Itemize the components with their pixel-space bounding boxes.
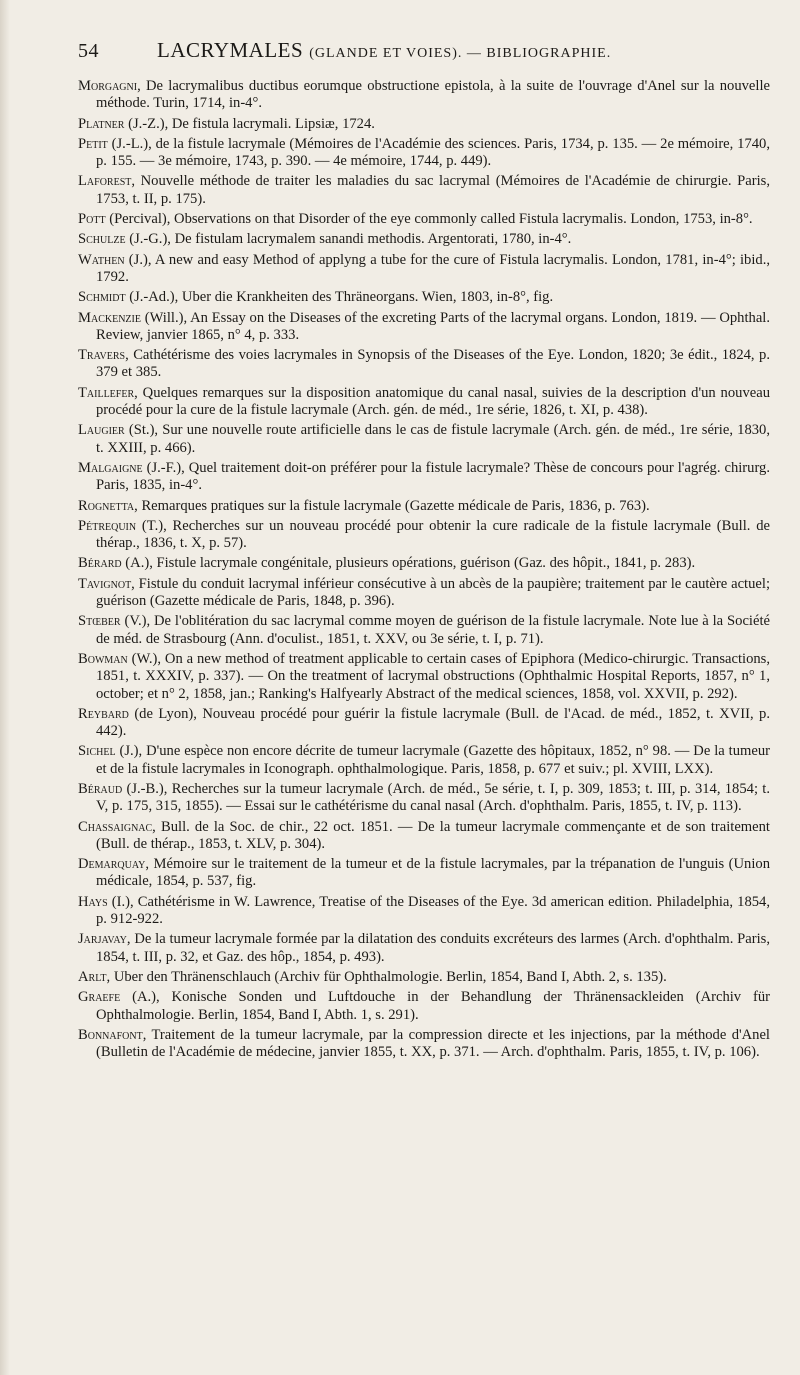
bibliography-entry	[78, 613, 770, 648]
bibliography-entry	[78, 743, 770, 778]
entry-text: (de Lyon), Nouveau procédé pour guérir la fistule lacrymale (Bull. de l'Acad. de méd., 1852, t. XVII, p. 442).	[96, 705, 770, 740]
entry-author: Bowman	[78, 650, 128, 667]
entry-author: Platner	[78, 115, 125, 132]
bibliography-entry	[78, 989, 770, 1024]
entry-text: (J.), A new and easy Method of applyng a tube for the cure of Fistula lacrymalis. London, 1781, in-4°; ibid., 1792.	[96, 251, 770, 285]
entry-text: Remarques pratiques sur la fistule lacrymale (Gazette médicale de Paris, 1836, p. 763).	[137, 497, 650, 514]
entry-author: Béraud	[78, 780, 123, 797]
bibliography-entry	[78, 116, 770, 133]
entry-text: Mémoire sur le traitement de la tumeur et de la fistule lacrymales, par la trépanation de l'unguis (Union médicale, 1854, p. 537, fig.	[96, 856, 770, 890]
entry-text: (J.-G.), De fistulam lacrymalem sanandi methodis. Argentorati, 1780, in-4°.	[125, 231, 572, 248]
entry-author: Sichel	[78, 743, 116, 760]
entry-author: Morgagni,	[78, 78, 141, 94]
page-edge-shadow	[0, 0, 10, 1375]
bibliography-entry	[78, 781, 770, 816]
bibliography-entry	[78, 498, 770, 515]
entry-text: Traitement de la tumeur lacrymale, par la compression directe et les injections, par la méthode d'Anel (Bulletin de l'Académie de médecine, janvier 1855, t. XX, p. 371. — Arch. d'ophthalm. Paris, 1855, t. IV, p. 106).	[96, 1026, 770, 1061]
entry-text: (I.), Cathétérisme in W. Lawrence, Treatise of the Diseases of the Eye. 3d american edition. Philadelphia, 1854, p. 912-922.	[96, 893, 770, 928]
entry-author: Demarquay,	[78, 856, 150, 873]
bibliography-entry	[78, 385, 770, 420]
entry-author: Reybard	[78, 705, 129, 722]
entry-author: Malgaigne	[78, 459, 143, 476]
bibliography-list	[78, 78, 770, 1061]
entry-text: (V.), De l'oblitération du sac lacrymal comme moyen de guérison de la fistule lacrymale. Note lue à la Société de méd. de Strasbourg (Ann. d'oculist., 1851, t. XXV, ou 3e série, t. I, p. 71).	[96, 613, 770, 647]
entry-text: Nouvelle méthode de traiter les maladies du sac lacrymal (Mémoires de l'Académie de chirurgie. Paris, 1753, t. II, p. 175).	[96, 173, 770, 207]
entry-author: Graefe	[78, 989, 121, 1006]
bibliography-entry	[78, 706, 770, 741]
bibliography-entry	[78, 310, 770, 345]
entry-text: De lacrymalibus ductibus eorumque obstructione epistola, à la suite de l'ouvrage d'Anel sur la nouvelle méthode. Turin, 1714, in-4°.	[96, 78, 770, 112]
bibliography-entry	[78, 894, 770, 929]
entry-author: Laforest,	[78, 173, 136, 190]
entry-author: Pott	[78, 211, 106, 228]
entry-author: Mackenzie	[78, 309, 141, 326]
entry-text: (J.-B.), Recherches sur la tumeur lacrymale (Arch. de méd., 5e série, t. I, p. 309, 1853; t. III, p. 314, 1854; t. V, p. 175, 315, 1855). — Essai sur le cathétérisme du canal nasal (Arch. d'ophthalm. Paris, 1855, t. IV, p. 113).	[96, 780, 770, 815]
bibliography-entry	[78, 856, 770, 891]
entry-author: Laugier	[78, 422, 125, 439]
entry-text: (Percival), Observations on that Disorder of the eye commonly called Fistula lacrymalis. London, 1753, in-8°.	[105, 211, 753, 228]
entry-author: Jarjavay,	[78, 931, 131, 948]
entry-author: Arlt,	[78, 968, 111, 985]
bibliography-entry	[78, 931, 770, 966]
bibliography-entry	[78, 173, 770, 208]
bibliography-entry	[78, 252, 770, 287]
bibliography-entry	[78, 651, 770, 703]
entry-text: Uber den Thränenschlauch (Archiv für Ophthalmologie. Berlin, 1854, Band I, Abth. 2, s. 135).	[110, 968, 667, 985]
entry-author: Schulze	[78, 231, 126, 248]
entry-text: Quelques remarques sur la disposition anatomique du canal nasal, suivies de la description d'un nouveau procédé pour la cure de la fistule lacrymale (Arch. gén. de méd., 1re série, 1826, t. XI, p. 438).	[96, 384, 770, 419]
header-title: LACRYMALES	[157, 38, 304, 62]
bibliography-entry	[78, 969, 770, 986]
bibliography-entry	[78, 819, 770, 854]
bibliography-entry	[78, 136, 770, 171]
bibliography-entry	[78, 289, 770, 306]
entry-author: Rognetta,	[78, 497, 138, 514]
entry-text: De la tumeur lacrymale formée par la dilatation des conduits excréteurs des larmes (Arch. d'ophthalm. Paris, 1854, t. III, p. 32, et Gaz. des hôp., 1854, p. 493).	[96, 931, 770, 965]
bibliography-entry	[78, 460, 770, 495]
bibliography-entry	[78, 576, 770, 611]
running-header	[78, 38, 770, 74]
bibliography-entry	[78, 231, 770, 248]
entry-text: (J.), D'une espèce non encore décrite de tumeur lacrymale (Gazette des hôpitaux, 1852, n° 98. — De la tumeur et de la fistule lacrymales in Iconograph. ophthalmologique. Paris, 1858, p. 677 et suiv.; pl. XVIII, LXX).	[96, 743, 770, 777]
bibliography-entry	[78, 78, 770, 113]
entry-author: Taillefer,	[78, 384, 138, 401]
entry-author: Bérard	[78, 555, 122, 572]
entry-text: Bull. de la Soc. de chir., 22 oct. 1851. — De la tumeur lacrymale commençante et de son traitement (Bull. de thérap., 1853, t. XLV, p. 304).	[96, 818, 770, 852]
entry-text: (J.-Z.), De fistula lacrymali. Lipsiæ, 1724.	[124, 115, 375, 132]
header-subtitle: (GLANDE ET VOIES). — BIBLIOGRAPHIE.	[309, 46, 612, 61]
entry-author: Hays	[78, 893, 108, 910]
bibliography-entry	[78, 555, 770, 572]
entry-author: Bonnafont,	[78, 1026, 147, 1043]
entry-text: (J.-Ad.), Uber die Krankheiten des Thräneorgans. Wien, 1803, in-8°, fig.	[125, 289, 554, 306]
entry-text: (J.-L.), de la fistule lacrymale (Mémoires de l'Académie des sciences. Paris, 1734, p. 135. — 2e mémoire, 1740, p. 155. — 3e mémoire, 1743, p. 390. — 4e mémoire, 1744, p. 449).	[96, 135, 770, 170]
entry-author: Wathen	[78, 251, 125, 268]
entry-author: Schmidt	[78, 289, 126, 306]
bibliography-entry	[78, 1027, 770, 1062]
entry-text: (St.), Sur une nouvelle route artificielle dans le cas de fistule lacrymale (Arch. gén. de méd., 1re série, 1830, t. XXIII, p. 466).	[96, 422, 770, 456]
bibliography-entry	[78, 347, 770, 382]
entry-author: Stœber	[78, 613, 121, 630]
bibliography-entry	[78, 422, 770, 457]
page-number: 54	[78, 40, 99, 62]
entry-author: Chassaignac,	[78, 818, 156, 835]
bibliography-entry	[78, 211, 770, 228]
bibliography-entry	[78, 518, 770, 553]
entry-author: Tavignot,	[78, 575, 135, 592]
entry-author: Travers,	[78, 347, 129, 364]
entry-text: (Will.), An Essay on the Diseases of the excreting Parts of the lacrymal organs. London, 1819. — Ophthal. Review, janvier 1865, n° 4, p. 333.	[96, 309, 770, 343]
entry-text: (A.), Fistule lacrymale congénitale, plusieurs opérations, guérison (Gaz. des hôpit., 1841, p. 283).	[121, 555, 696, 572]
entry-text: Fistule du conduit lacrymal inférieur consécutive à un abcès de la paupière; traitement par le cautère actuel; guérison (Gazette médicale de Paris, 1848, p. 396).	[96, 575, 770, 610]
entry-author: Petit	[78, 135, 108, 152]
entry-text: Cathétérisme des voies lacrymales in Synopsis of the Diseases of the Eye. London, 1820; 3e édit., 1824, p. 379 et 385.	[96, 347, 770, 381]
entry-text: (J.-F.), Quel traitement doit-on préférer pour la fistule lacrymale? Thèse de concours pour l'agrég. chirurg. Paris, 1835, in-4°.	[96, 459, 770, 494]
entry-text: (T.), Recherches sur un nouveau procédé pour obtenir la cure radicale de la fistule lacrymale (Bull. de thérap., 1836, t. X, p. 57).	[96, 517, 770, 552]
entry-text: (A.), Konische Sonden und Luftdouche in der Behandlung der Thränensackleiden (Archiv für Ophthalmologie. Berlin, 1854, Band I, Abth. 1, s. 291).	[96, 989, 770, 1023]
entry-author: Pétrequin	[78, 517, 137, 534]
entry-text: (W.), On a new method of treatment applicable to certain cases of Epiphora (Medico-chirurgic. Transactions, 1851, t. XXXIV, p. 337). — On the treatment of lacrymal obstructions (Ophthalmic Hospital Reports, 1857, n° 1, october; et n° 2, 1858, jan.; Ranking's Halfyearly Abstract of the medical sciences, 1858, vol. XXVII, p. 292).	[96, 650, 770, 702]
